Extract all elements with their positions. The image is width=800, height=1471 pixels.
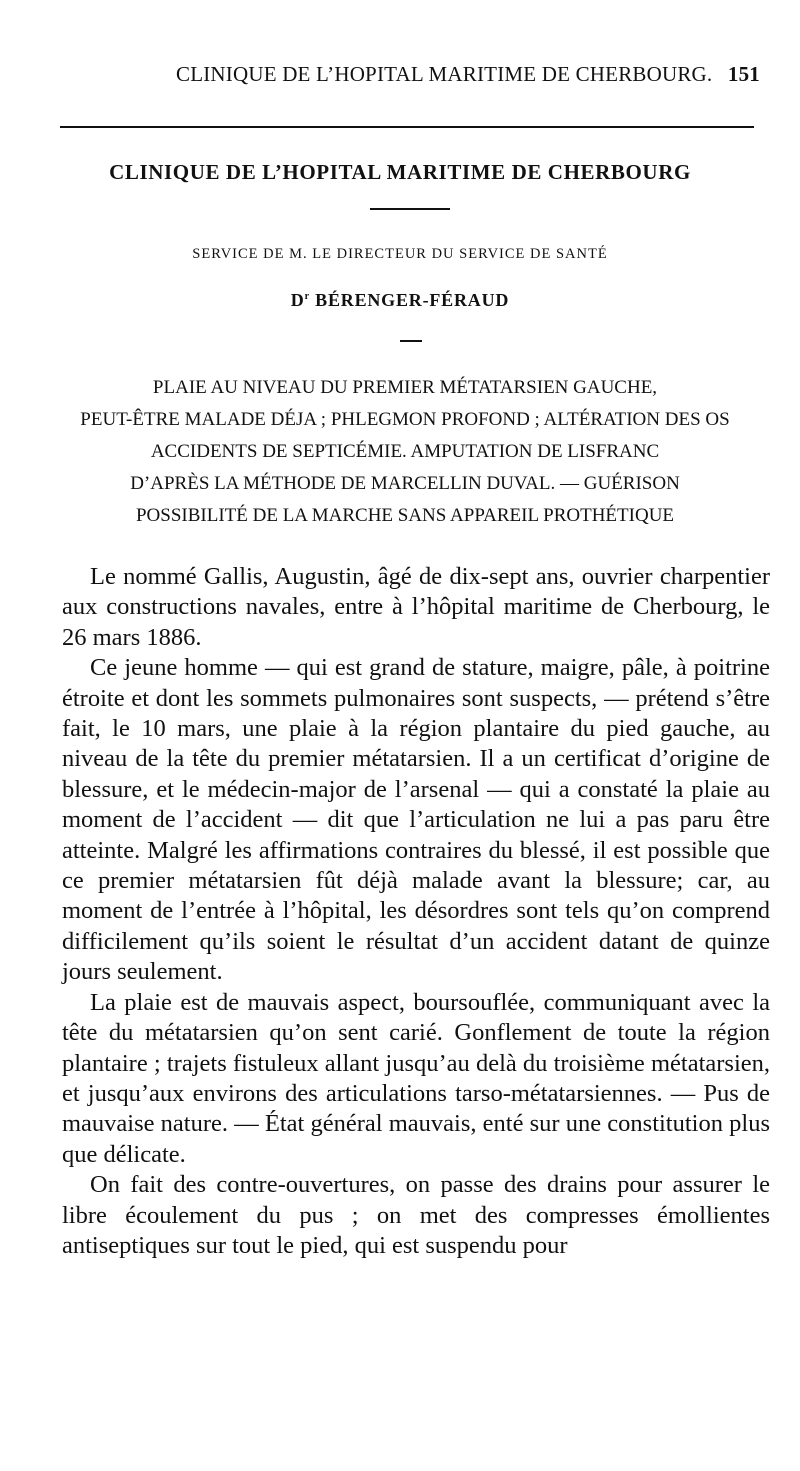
body-text [62,562,770,1261]
case-title-line: PLAIE AU NIVEAU DU PREMIER MÉTATARSIEN GAUCHE, [152,377,658,398]
paragraph: La plaie est de mauvais aspect, boursouflée, communiquant avec la tête du métatarsien qu’on sent carié. Gonflement de toute la région plantaire ; trajets fistuleux allant jusqu’au delà du troisième métatarsien, et jusqu’aux environs des articulations tarso-métatarsiennes. — Pus de mauvaise nature. — État général mauvais, enté sur une constitution plus que délicate. [62,988,770,1168]
case-title-line: PEUT-ÊTRE MALADE DÉJA ; PHLEGMON PROFOND ; ALTÉRATION DES OS [80,409,730,430]
case-title-line: ACCIDENTS DE SEPTICÉMIE. AMPUTATION DE LISFRANC [150,441,660,462]
running-title: CLINIQUE DE L’HOPITAL MARITIME DE CHERBOURG. [176,62,713,86]
case-title-line: POSSIBILITÉ DE LA MARCHE SANS APPAREIL PROTHÉTIQUE [135,505,675,526]
header-rule [60,126,754,128]
section-divider [370,208,450,210]
author-prefix-sup: r [304,291,310,302]
author-name: BÉRENGER-FÉRAUD [315,290,510,310]
paragraph: On fait des contre-ouvertures, on passe des drains pour assurer le libre écoulement du pus ; on met des compresses émollientes antiseptiques sur tout le pied, qui est suspendu pour [62,1171,770,1259]
service-line: SERVICE DE M. LE DIRECTEUR DU SERVICE DE SANTÉ [192,246,608,262]
section-title: CLINIQUE DE L’HOPITAL MARITIME DE CHERBOURG [109,160,691,184]
paragraph: Ce jeune homme — qui est grand de stature, maigre, pâle, à poitrine étroite et dont les sommets pulmonaires sont suspects, — prétend s’être fait, le 10 mars, une plaie à la région plantaire du pied gauche, au niveau de la tête du premier métatarsien. Il a un certificat d’origine de blessure, et le médecin-major de l’arsenal — qui a constaté la plaie au moment de l’accident — dit que l’articulation ne lui a pas paru être atteinte. Malgré les affirmations contraires du blessé, il est possible que ce premier métatarsien fût déjà malade avant la blessure; car, au moment de l’entrée à l’hôpital, les désordres sont tels qu’on comprend difficilement qu’ils soient le résultat d’un accident datant de quinze jours seulement. [62,654,770,986]
running-header [62,58,760,92]
case-title-line: D’APRÈS LA MÉTHODE DE MARCELLIN DUVAL. — GUÉRISON [130,473,680,494]
case-title [40,372,770,532]
author-divider [400,340,422,342]
page-number: 151 [727,62,760,86]
author-line [0,290,800,311]
paragraph: Le nommé Gallis, Augustin, âgé de dix-sept ans, ouvrier charpentier aux constructions navales, entre à l’hôpital maritime de Cherbourg, le 26 mars 1886. [62,563,770,651]
author-prefix: D [290,290,305,310]
